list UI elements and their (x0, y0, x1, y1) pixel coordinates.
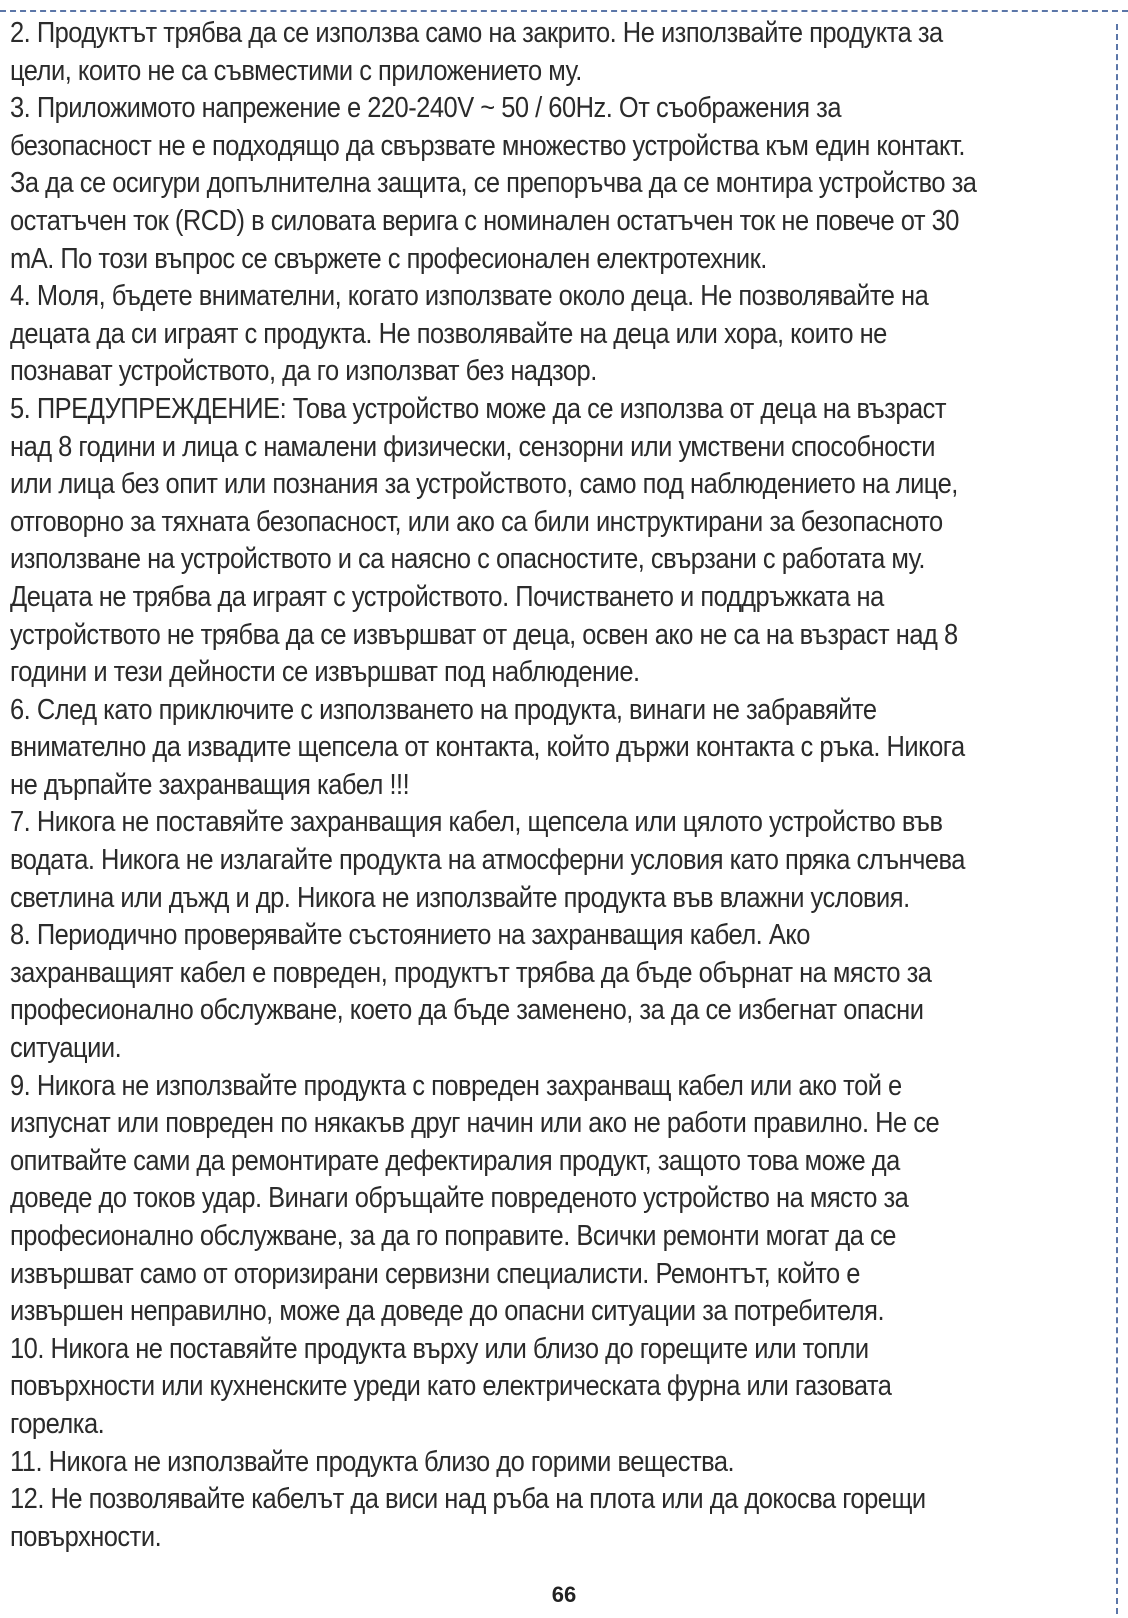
instruction-line: 10. Никога не поставяйте продукта върху или близо до горещите или топли (10, 1331, 869, 1364)
instruction-item (10, 916, 1090, 1066)
instruction-item (10, 277, 1090, 390)
instruction-line: 9. Никога не използвайте продукта с повреден захранващ кабел или ако той е (10, 1068, 902, 1101)
instruction-line: изпуснат или повреден по някакъв друг начин или ако не работи правилно. Не се (10, 1106, 940, 1139)
instruction-line: използване на устройството и са наясно с опасностите, свързани с работата му. (10, 542, 925, 575)
page-number: 66 (551, 1582, 577, 1607)
instruction-line: не дърпайте захранващия кабел !!! (10, 767, 410, 800)
instruction-line: 12. Не позволявайте кабелът да виси над ръба на плота или да докосва горещи (10, 1482, 926, 1515)
instruction-line: ситуации. (10, 1031, 122, 1064)
instruction-line: 5. ПРЕДУПРЕЖДЕНИЕ: Това устройство може да се използва от деца на възраст (10, 391, 947, 424)
instruction-item (10, 691, 1090, 804)
instruction-line: горелка. (10, 1406, 105, 1439)
instruction-line: устройството не трябва да се извършват от деца, освен ако не са на възраст над 8 (10, 617, 958, 650)
instruction-line: познават устройството, да го използват без надзор. (10, 354, 597, 387)
instruction-line: водата. Никога не излагайте продукта на атмосферни условия като пряка слънчева (10, 843, 965, 876)
top-dashed-border (0, 10, 1128, 12)
instruction-line: захранващият кабел е повреден, продуктът трябва да бъде обърнат на място за (10, 955, 932, 988)
instruction-item (10, 1067, 1090, 1330)
instruction-line: 7. Никога не поставяйте захранващия кабел, щепсела или цялото устройство във (10, 805, 943, 838)
right-dashed-border (1116, 24, 1118, 1614)
instruction-line: доведе до токов удар. Винаги обръщайте повреденото устройство на място за (10, 1181, 909, 1214)
instruction-item (10, 1443, 1090, 1481)
instruction-line: децата да си играят с продукта. Не позволявайте на деца или хора, които не (10, 316, 887, 349)
instruction-line: 6. След като приключите с използването на продукта, винаги не забравяйте (10, 692, 877, 725)
instruction-item (10, 89, 1090, 277)
instruction-line: опитвайте сами да ремонтирате дефектиралия продукт, защото това може да (10, 1143, 900, 1176)
instruction-line: повърхности. (10, 1519, 162, 1552)
instruction-line: повърхности или кухненските уреди като електрическата фурна или газовата (10, 1369, 892, 1402)
instruction-item (10, 390, 1090, 691)
instruction-line: извършен неправилно, може да доведе до опасни ситуации за потребителя. (10, 1294, 885, 1327)
instruction-line: 11. Никога не използвайте продукта близо до горими вещества. (10, 1444, 735, 1477)
instruction-line: остатъчен ток (RCD) в силовата верига с номинален остатъчен ток не повече от 30 (10, 203, 959, 236)
instruction-line: Децата не трябва да играят с устройството. Почистването и поддръжката на (10, 579, 884, 612)
instructions-list (10, 14, 1102, 1555)
instruction-line: или лица без опит или познания за устройството, само под наблюдението на лице, (10, 467, 958, 500)
instruction-line: 3. Приложимото напрежение е 220-240V ~ 50 / 60Hz. От съображения за (10, 91, 841, 124)
instruction-line: професионално обслужване, което да бъде заменено, за да се избегнат опасни (10, 993, 924, 1026)
instruction-item (10, 1480, 1090, 1555)
instruction-line: светлина или дъжд и др. Никога не използвайте продукта във влажни условия. (10, 880, 910, 913)
instruction-line: безопасност не е подходящо да свързвате множество устройства към един контакт. (10, 128, 965, 161)
instruction-line: mA. По този въпрос се свържете с професионален електротехник. (10, 241, 767, 274)
instruction-line: години и тези дейности се извършват под наблюдение. (10, 655, 640, 688)
instruction-line: За да се осигури допълнителна защита, се препоръчва да се монтира устройство за (10, 166, 977, 199)
instruction-line: над 8 години и лица с намалени физически, сензорни или умствени способности (10, 429, 936, 462)
instruction-line: 8. Периодично проверявайте състоянието на захранващия кабел. Ако (10, 918, 810, 951)
instruction-item (10, 1330, 1090, 1443)
instruction-line: 4. Моля, бъдете внимателни, когато използвате около деца. Не позволявайте на (10, 279, 929, 312)
instruction-line: извършват само от оторизирани сервизни специалисти. Ремонтът, който е (10, 1256, 860, 1289)
instruction-line: внимателно да извадите щепсела от контакта, който държи контакта с ръка. Никога (10, 730, 965, 763)
instruction-line: цели, които не са съвместими с приложението му. (10, 53, 582, 86)
instruction-line: 2. Продуктът трябва да се използва само на закрито. Не използвайте продукта за (10, 16, 943, 48)
instruction-item (10, 14, 1090, 89)
instruction-item (10, 803, 1090, 916)
instruction-line: отговорно за тяхната безопасност, или ако са били инструктирани за безопасното (10, 504, 943, 537)
instruction-line: професионално обслужване, за да го поправите. Всички ремонти могат да се (10, 1219, 896, 1251)
